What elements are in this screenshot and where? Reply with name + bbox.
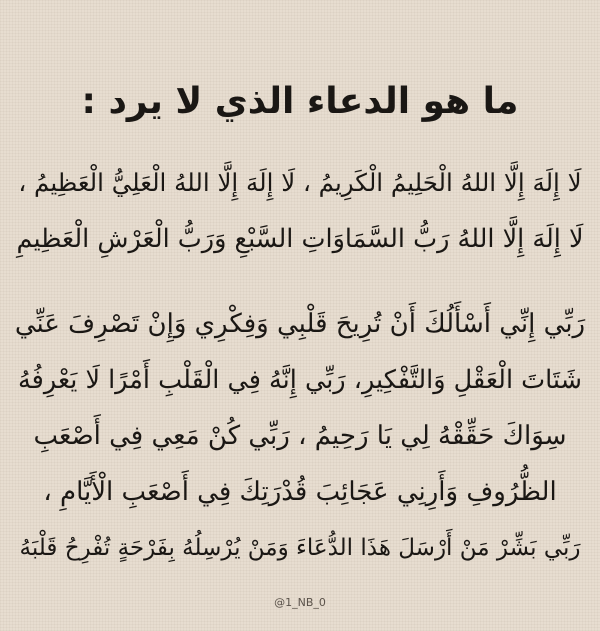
tahlil-paragraph <box>12 155 588 267</box>
text-line: رَبِّي بَشِّرْ مَنْ أَرْسَلَ هَذَا الدُّعَاءَ وَمَنْ يُرْسِلُهُ بِفَرْحَةٍ تُفْرِحُ قَلْبَهُ <box>19 535 581 561</box>
text-line: سِوَاكَ حَقِّقْهُ لِي يَا رَحِيمُ ، رَبِّي كُنْ مَعِي فِي أَصْعَبِ <box>33 421 567 451</box>
text-line: شَتَاتَ الْعَقْلِ وَالتَّفْكِيرِ، رَبِّي إِنَّهُ فِي الْقَلْبِ أَمْرًا لَا يَعْرِفُهُ <box>18 365 582 395</box>
text-line: لَا إِلَهَ إِلَّا اللهُ الْحَلِيمُ الْكَرِيمُ ، لَا إِلَهَ إِلَّا اللهُ الْعَلِيُّ الْعَظِيمُ ، <box>18 168 582 197</box>
text-line: لَا إِلَهَ إِلَّا اللهُ رَبُّ السَّمَاوَاتِ السَّبْعِ وَرَبُّ الْعَرْشِ الْعَظِيمِ <box>16 224 584 254</box>
text-line: رَبِّي إِنِّي أَسْأَلُكَ أَنْ تُرِيحَ قَلْبِي وَفِكْرِي وَإِنْ تَصْرِفَ عَنِّي <box>14 309 586 339</box>
dua-paragraph <box>12 296 588 576</box>
page-title: ما هو الدعاء الذي لا يرد : <box>81 81 519 122</box>
watermark-handle: @1_NB_0 <box>274 596 326 609</box>
text-line: الظُّرُوفِ وَأَرِنِي عَجَائِبَ قُدْرَتِكَ فِي أَصْعَبِ الْأَيَّامِ ، <box>43 477 557 507</box>
